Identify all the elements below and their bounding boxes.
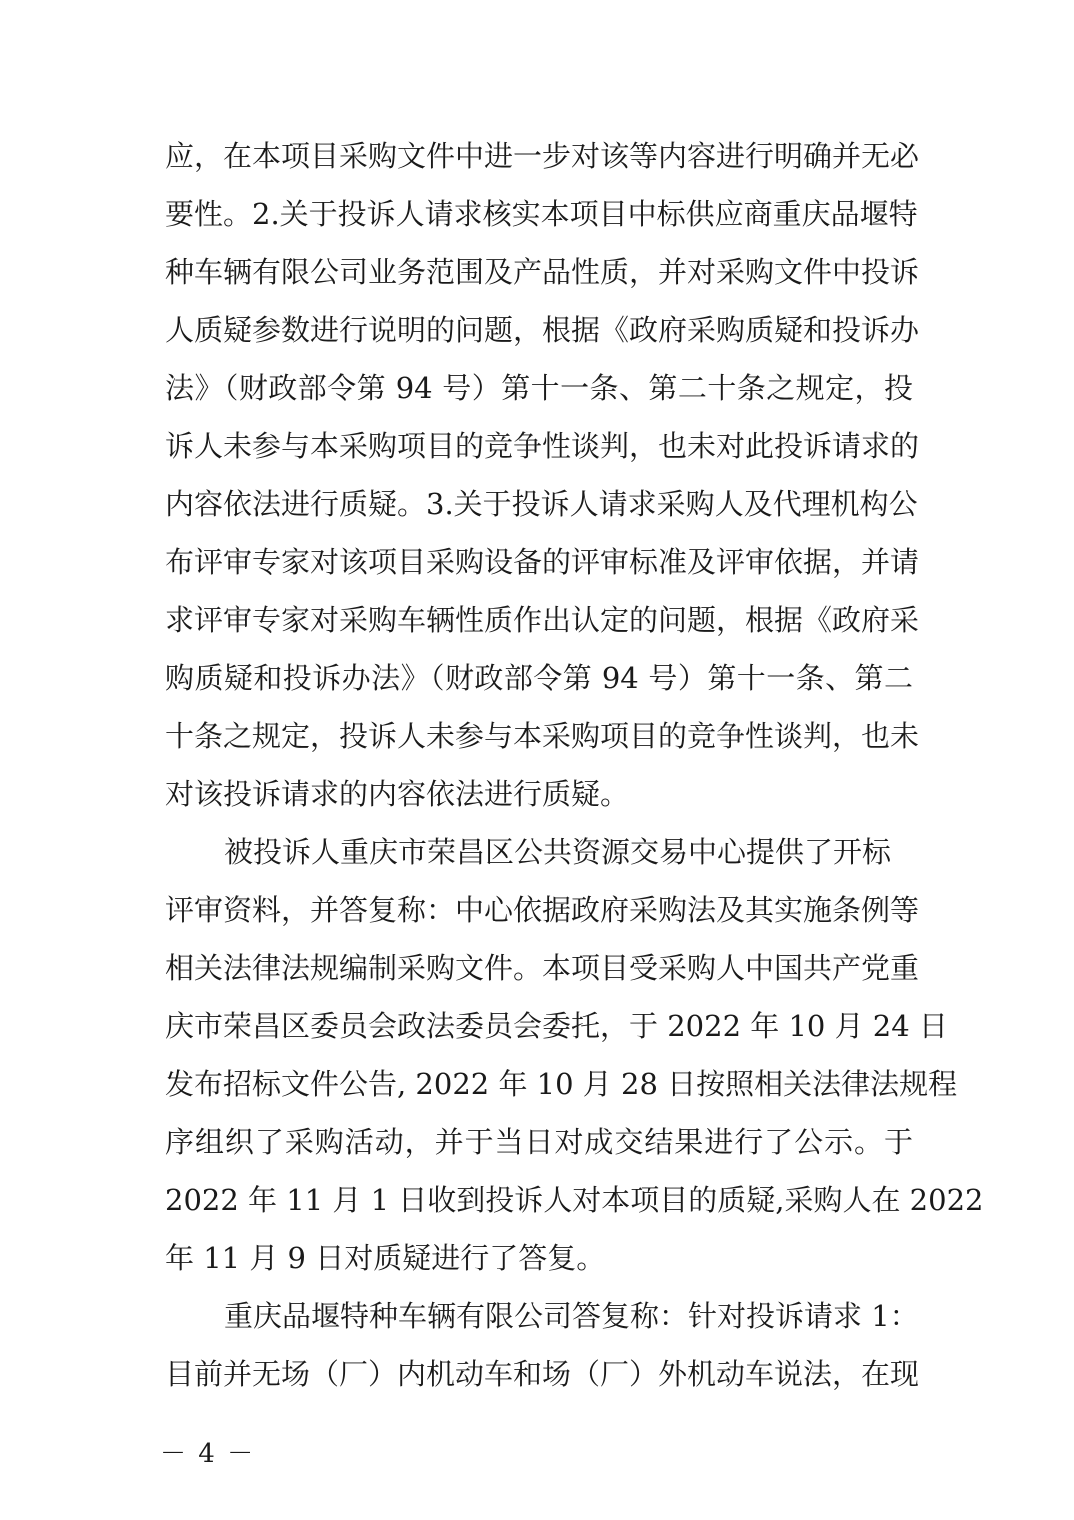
- text-line-1: 应，在本项目采购文件中进一步对该等内容进行明确并无必: [165, 139, 920, 173]
- text-line-11: 十条之规定，投诉人未参与本采购项目的竞争性谈判，也未: [165, 719, 920, 753]
- text-line-15: 相关法律法规编制采购文件。本项目受采购人中国共产党重: [165, 951, 920, 985]
- text-line-18: 序组织了采购活动，并于当日对成交结果进行了公示。于: [165, 1125, 913, 1159]
- text-line-17: 发布招标文件公告, 2022 年 10 月 28 日按照相关法律法规程: [165, 1067, 958, 1101]
- text-line-22: 目前并无场（厂）内机动车和场（厂）外机动车说法，在现: [165, 1357, 920, 1391]
- text-line-5: 法》（财政部令第 94 号）第十一条、第二十条之规定，投: [165, 371, 913, 405]
- paragraph-2-first-line: 被投诉人重庆市荣昌区公共资源交易中心提供了开标: [224, 835, 892, 869]
- text-line-8: 布评审专家对该项目采购设备的评审标准及评审依据，并请: [165, 545, 920, 579]
- text-line-20: 年 11 月 9 日对质疑进行了答复。: [165, 1241, 606, 1275]
- text-line-9: 求评审专家对采购车辆性质作出认定的问题，根据《政府采: [165, 603, 920, 637]
- text-line-14: 评审资料，并答复称：中心依据政府采购法及其实施条例等: [165, 893, 920, 927]
- text-line-10: 购质疑和投诉办法》（财政部令第 94 号）第十一条、第二: [165, 661, 913, 695]
- text-line-16: 庆市荣昌区委员会政法委员会委托，于 2022 年 10 月 24 日: [165, 1009, 948, 1043]
- text-line-12: 对该投诉请求的内容依法进行质疑。: [165, 777, 630, 811]
- text-line-4: 人质疑参数进行说明的问题，根据《政府采购质疑和投诉办: [165, 313, 920, 347]
- text-line-3: 种车辆有限公司业务范围及产品性质，并对采购文件中投诉: [165, 255, 920, 289]
- text-line-19: 2022 年 11 月 1 日收到投诉人对本项目的质疑,采购人在 2022: [165, 1183, 984, 1217]
- paragraph-3-first-line: 重庆品堰特种车辆有限公司答复称：针对投诉请求 1：: [224, 1299, 919, 1333]
- text-line-6: 诉人未参与本采购项目的竞争性谈判，也未对此投诉请求的: [165, 429, 920, 463]
- page-number: － 4 －: [160, 1439, 256, 1469]
- text-line-2: 要性。2.关于投诉人请求核实本项目中标供应商重庆品堰特: [165, 197, 918, 231]
- text-line-7: 内容依法进行质疑。3.关于投诉人请求采购人及代理机构公: [165, 487, 918, 521]
